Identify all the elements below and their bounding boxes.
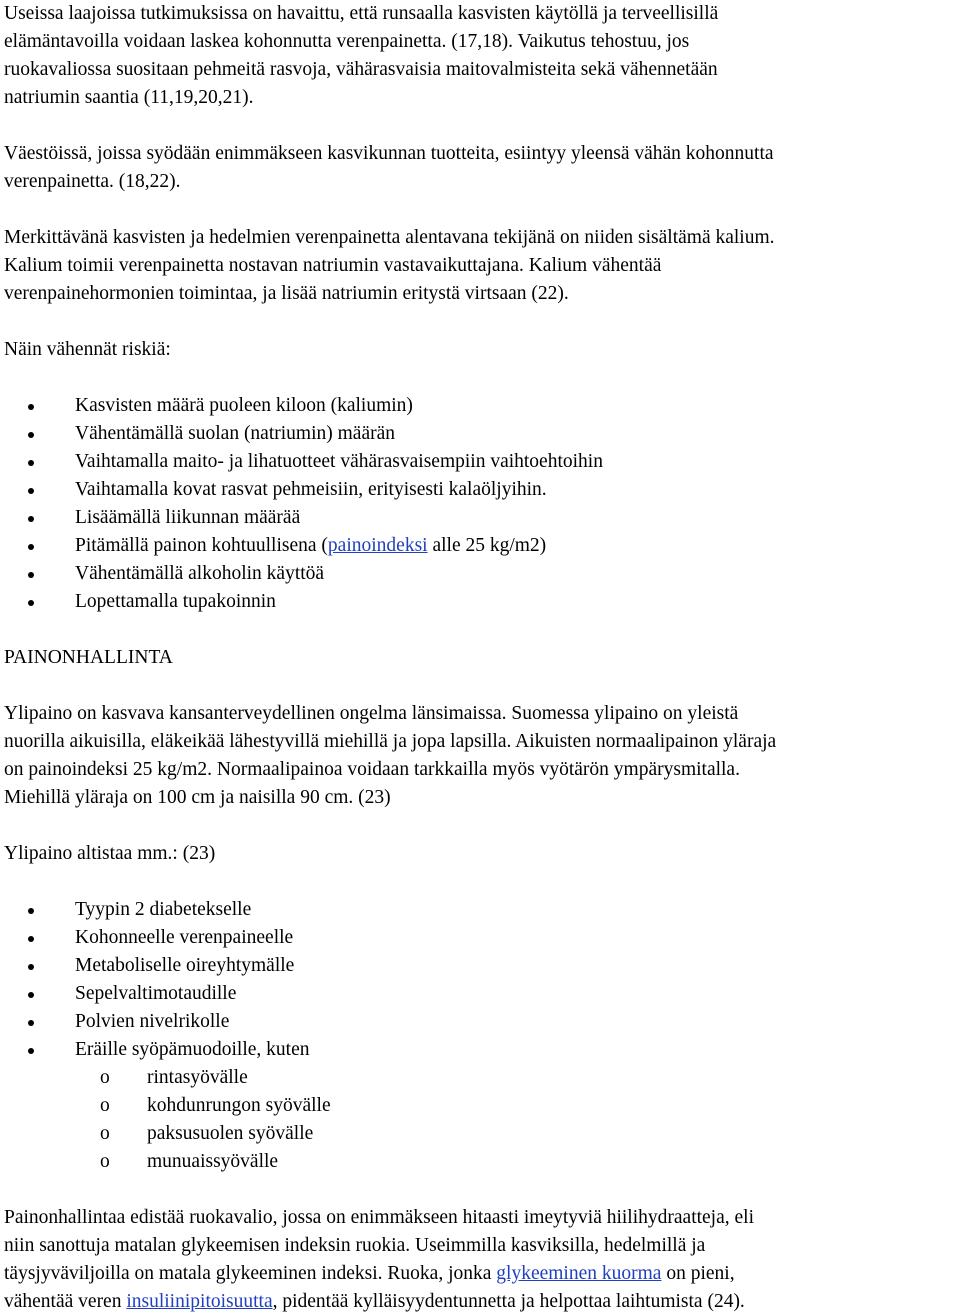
list-item — [4, 448, 950, 476]
list-item-text: Tyypin 2 diabetekselle — [75, 899, 252, 920]
glycemic-load-link[interactable]: glykeeminen kuorma — [496, 1263, 662, 1284]
sub-list-item — [4, 1120, 950, 1148]
list-item — [4, 1008, 950, 1036]
list-item — [4, 532, 950, 560]
list-item — [4, 924, 950, 952]
list-item-text: Lopettamalla tupakoinnin — [75, 591, 276, 612]
list-item-text: Vähentämällä alkoholin käyttöä — [75, 563, 325, 584]
list-item — [4, 1036, 950, 1064]
sub-list-item-text: kohdunrungon syövälle — [147, 1095, 331, 1116]
circle-bullet-icon: o — [100, 1095, 110, 1116]
list-item-text: Polvien nivelrikolle — [75, 1011, 230, 1032]
text-line: niin sanottuja matalan glykeemisen indeksin ruokia. Useimmilla kasviksilla, hedelmillä ja — [4, 1235, 706, 1256]
list-item-text: Eräille syöpämuodoille, kuten — [75, 1039, 310, 1060]
paragraph-populations — [4, 140, 950, 196]
list-item — [4, 476, 950, 504]
sub-list-item — [4, 1092, 950, 1120]
text-line: verenpainetta. (18,22). — [4, 171, 181, 192]
text-line: Ylipaino on kasvava kansanterveydellinen ongelma länsimaissa. Suomessa ylipaino on yleistä — [4, 703, 739, 724]
risk-list — [4, 392, 950, 616]
text-line: , pidentää kylläisyydentunnetta ja helpottaa laihtumista (24). — [272, 1291, 745, 1312]
list-item-text: Lisäämällä liikunnan määrää — [75, 507, 301, 528]
text-line: Painonhallintaa edistää ruokavalio, jossa on enimmäkseen hitaasti imeytyviä hiilihydraatteja, eli — [4, 1207, 754, 1228]
sub-list-item-text: rintasyövälle — [147, 1067, 248, 1088]
insulin-level-link[interactable]: insuliinipitoisuutta — [126, 1291, 273, 1312]
bullet-icon — [28, 572, 34, 578]
bullet-icon — [28, 432, 34, 438]
text-line: on pieni, — [661, 1263, 735, 1284]
text-line: ruokavaliossa suositaan pehmeitä rasvoja, vähärasvaisia maitovalmisteita sekä vähennetään — [4, 59, 718, 80]
bullet-icon — [28, 544, 34, 550]
list-item-text: Vaihtamalla kovat rasvat pehmeisiin, erityisesti kalaöljyihin. — [75, 479, 547, 500]
exposes-intro: Ylipaino altistaa mm.: (23) — [4, 843, 216, 864]
sub-list-item — [4, 1064, 950, 1092]
list-item — [4, 504, 950, 532]
sub-list-item-text: paksusuolen syövälle — [147, 1123, 314, 1144]
bullet-icon — [28, 1020, 34, 1026]
risks-intro: Näin vähennät riskiä: — [4, 339, 171, 360]
list-item — [4, 980, 950, 1008]
text-line: Useissa laajoissa tutkimuksissa on havaittu, että runsaalla kasvisten käytöllä ja terveellisillä — [4, 3, 719, 24]
bullet-icon — [28, 908, 34, 914]
bullet-icon — [28, 404, 34, 410]
paragraph-overweight — [4, 700, 950, 812]
circle-bullet-icon: o — [100, 1151, 110, 1172]
list-item — [4, 560, 950, 588]
sub-list-item — [4, 1148, 950, 1176]
text-line: täysjyväviljoilla on matala glykeeminen indeksi. Ruoka, jonka — [4, 1263, 497, 1284]
list-item-text: Sepelvaltimotaudille — [75, 983, 237, 1004]
text-line: Kalium toimii verenpainetta nostavan natriumin vastavaikuttajana. Kalium vähentää — [4, 255, 662, 276]
list-item-text: Vähentämällä suolan (natriumin) määrän — [75, 423, 395, 444]
bullet-icon — [28, 488, 34, 494]
bullet-icon — [28, 936, 34, 942]
circle-bullet-icon: o — [100, 1067, 110, 1088]
text-line: verenpainehormonien toimintaa, ja lisää natriumin eritystä virtsaan (22). — [4, 283, 569, 304]
bullet-icon — [28, 516, 34, 522]
paragraph-potassium — [4, 224, 950, 308]
exposure-list — [4, 896, 950, 1064]
painoindeksi-link[interactable]: painoindeksi — [327, 535, 428, 556]
text-line: nuorilla aikuisilla, eläkeikää lähestyvillä miehillä ja jopa lapsilla. Aikuisten normaalipainon yläraja — [4, 731, 777, 752]
list-item-text: Pitämällä painon kohtuullisena ( — [75, 535, 328, 556]
list-item-text: alle 25 kg/m2) — [427, 535, 547, 556]
text-line: on painoindeksi 25 kg/m2. Normaalipainoa voidaan tarkkailla myös vyötärön ympärysmitalla. — [4, 759, 740, 780]
list-item — [4, 588, 950, 616]
bullet-icon — [28, 964, 34, 970]
text-line: Miehillä yläraja on 100 cm ja naisilla 90 cm. (23) — [4, 787, 391, 808]
paragraph-vegetables — [4, 0, 950, 112]
list-item — [4, 952, 950, 980]
text-line: vähentää veren — [4, 1291, 127, 1312]
circle-bullet-icon: o — [100, 1123, 110, 1144]
sub-list-item-text: munuaissyövälle — [147, 1151, 279, 1172]
bullet-icon — [28, 992, 34, 998]
paragraph-weight-control — [4, 1204, 950, 1316]
list-item-text: Kasvisten määrä puoleen kiloon (kaliumin) — [75, 395, 413, 416]
text-line: natriumin saantia (11,19,20,21). — [4, 87, 254, 108]
list-item-text: Metaboliselle oireyhtymälle — [75, 955, 295, 976]
bullet-icon — [28, 460, 34, 466]
list-item-text: Kohonneelle verenpaineelle — [75, 927, 294, 948]
list-item-text: Vaihtamalla maito- ja lihatuotteet vähärasvaisempiin vaihtoehtoihin — [75, 451, 603, 472]
list-item — [4, 420, 950, 448]
bullet-icon — [28, 600, 34, 606]
text-line: Väestöissä, joissa syödään enimmäkseen kasvikunnan tuotteita, esiintyy yleensä vähän kohonnutta — [4, 143, 774, 164]
section-heading: PAINONHALLINTA — [4, 647, 173, 668]
text-line: Merkittävänä kasvisten ja hedelmien verenpainetta alentavana tekijänä on niiden sisältämä kalium. — [4, 227, 775, 248]
bullet-icon — [28, 1048, 34, 1054]
list-item — [4, 896, 950, 924]
text-line: elämäntavoilla voidaan laskea kohonnutta verenpainetta. (17,18). Vaikutus tehostuu, jos — [4, 31, 690, 52]
list-item — [4, 392, 950, 420]
cancer-sublist — [4, 1064, 950, 1176]
